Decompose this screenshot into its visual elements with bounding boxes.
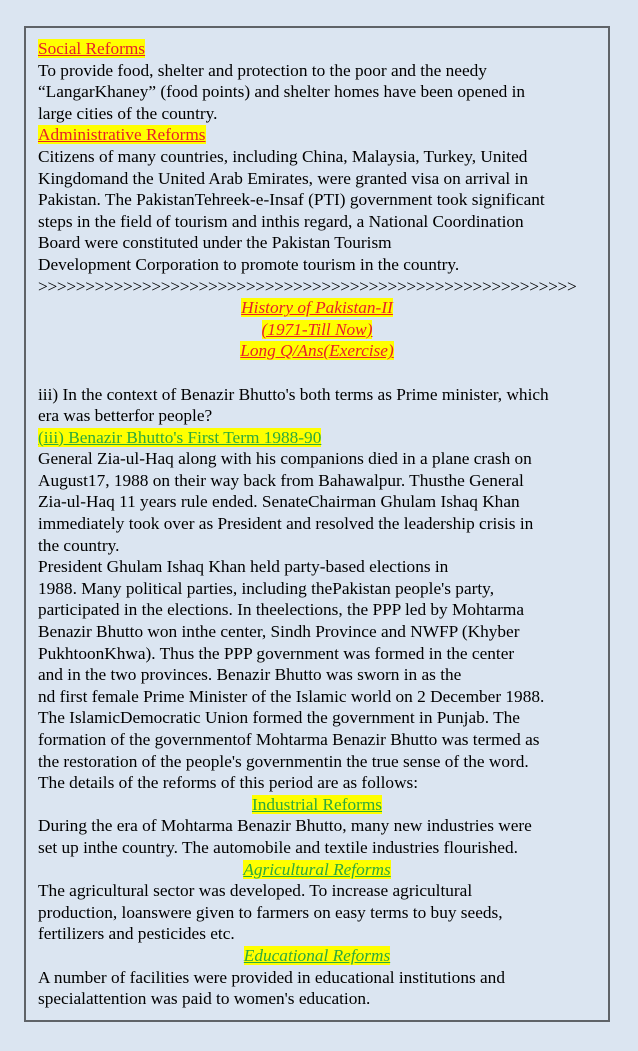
administrative-reforms-paragraph: Citizens of many countries, including China, Malaysia, Turkey, United Kingdomand the United Arab Emirates, were granted visa on arrival in Pakistan. The PakistanTehreek-e-Insaf (PTI) government took significant steps in the field of tourism and inthis regard, a National Coordination Board were constituted under the Pakistan Tourism Development Corporation to promote tourism in the country. [38, 146, 545, 274]
question-paragraph: iii) In the context of Benazir Bhutto's both terms as Prime minister, which era was betterfor people? [38, 384, 549, 426]
agricultural-reforms-heading: Agricultural Reforms [243, 859, 391, 879]
document-frame [24, 26, 610, 1022]
social-reforms-paragraph: To provide food, shelter and protection to the poor and the needy “LangarKhaney” (food points) and shelter homes have been opened in large cities of the country. [38, 60, 526, 123]
administrative-reforms-heading: Administrative Reforms [38, 125, 206, 145]
title-history-of-pakistan: History of Pakistan-II [241, 298, 393, 318]
social-reforms-heading: Social Reforms [38, 39, 146, 58]
first-term-heading: (iii) Benazir Bhutto's First Term 1988-90 [38, 427, 322, 447]
document-body [38, 38, 596, 1010]
agricultural-reforms-paragraph: The agricultural sector was developed. To increase agricultural production, loanswere given to farmers on easy terms to buy seeds, fertilizers and pesticides etc. [38, 881, 503, 944]
title-period: (1971-Till Now) [261, 319, 373, 339]
first-term-paragraph: General Zia-ul-Haq along with his companions died in a plane crash on August17, 1988 on their way back from Bahawalpur. Thusthe General Zia-ul-Haq 11 years rule ended. SenateChairman Ghulam Ishaq Khan immediately took over as President and resolved the leadership crisis in the country. President Ghulam Ishaq Khan held party-based elections in 1988. Many political parties, including thePakistan people's party, participated in the elections. In theelections, the PPP led by Mohtarma Benazir Bhutto won inthe center, Sindh Province and NWFP (Khyber PukhtoonKhwa). Thus the PPP government was formed in the center and in the two provinces. Benazir Bhutto was sworn in as the nd first female Prime Minister of the Islamic world on 2 December 1988. The IslamicDemocratic Union formed the government in Punjab. The formation of the governmentof Mohtarma Benazir Bhutto was termed as the restoration of the people's governmentin the true sense of the word. The details of the reforms of this period are as follows: [38, 449, 545, 793]
blank-line [38, 362, 596, 384]
title-long-qa: Long Q/Ans(Exercise) [240, 341, 394, 361]
industrial-reforms-paragraph: During the era of Mohtarma Benazir Bhutto, many new industries were set up inthe country. The automobile and textile industries flourished. [38, 816, 532, 857]
educational-reforms-paragraph: A number of facilities were provided in educational institutions and specialattention was paid to women's education. [38, 967, 505, 1009]
industrial-reforms-heading: Industrial Reforms [251, 794, 383, 814]
arrow-separator: >>>>>>>>>>>>>>>>>>>>>>>>>>>>>>>>>>>>>>>>>>>>>>>>>>>>>>>>> [38, 276, 577, 296]
educational-reforms-heading: Educational Reforms [243, 945, 391, 965]
